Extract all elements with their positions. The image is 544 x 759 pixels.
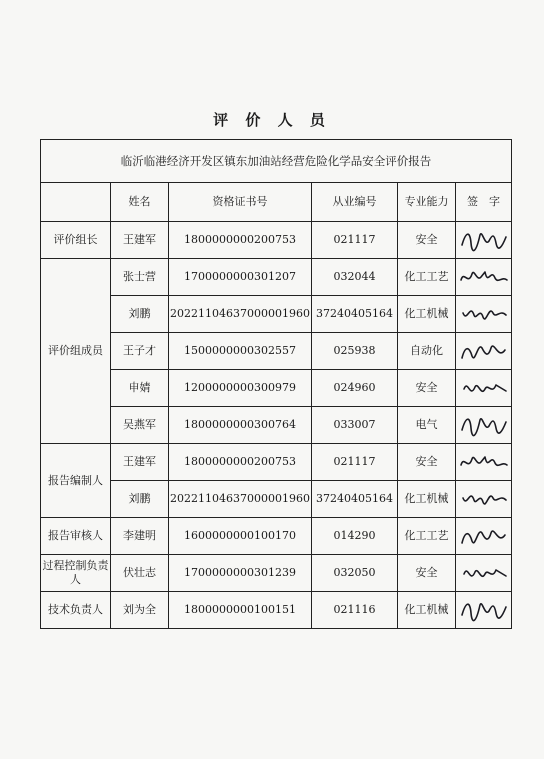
header-row [41,183,512,222]
evaluator-table [40,139,512,629]
name-cell: 伏壮志 [111,555,169,592]
emp-no-cell: 032044 [312,259,398,296]
emp-no-cell: 032050 [312,555,398,592]
skill-cell: 安全 [398,555,456,592]
table-row [41,407,512,444]
project-row [41,140,512,183]
name-cell: 申婧 [111,370,169,407]
header-skill: 专业能力 [398,183,456,222]
signature-cell [456,370,512,407]
table-row [41,259,512,296]
table-row [41,333,512,370]
emp-no-cell: 033007 [312,407,398,444]
handwritten-signature [458,410,510,440]
role-label: 评价组成员 [41,259,111,444]
skill-cell: 安全 [398,222,456,259]
name-cell: 刘为全 [111,592,169,629]
signature-cell [456,222,512,259]
cert-cell: 1200000000300979 [169,370,312,407]
header-cert: 资格证书号 [169,183,312,222]
handwritten-signature [458,595,510,625]
handwritten-signature [458,262,510,292]
signature-cell [456,481,512,518]
emp-no-cell: 014290 [312,518,398,555]
signature-cell [456,407,512,444]
signature-cell [456,555,512,592]
table-row [41,481,512,518]
name-cell: 王建军 [111,444,169,481]
skill-cell: 自动化 [398,333,456,370]
table-row [41,592,512,629]
signature-cell [456,518,512,555]
cert-cell: 1800000000200753 [169,222,312,259]
role-label: 技术负责人 [41,592,111,629]
header-name: 姓名 [111,183,169,222]
table-row [41,518,512,555]
skill-cell: 化工机械 [398,592,456,629]
emp-no-cell: 021117 [312,222,398,259]
emp-no-cell: 021116 [312,592,398,629]
table-row [41,555,512,592]
emp-no-cell: 024960 [312,370,398,407]
handwritten-signature [458,336,510,366]
page-title: 评 价 人 员 [213,111,331,129]
emp-no-cell: 021117 [312,444,398,481]
cert-cell: 20221104637000001960 [169,296,312,333]
skill-cell: 化工机械 [398,296,456,333]
emp-no-cell: 37240405164 [312,296,398,333]
name-cell: 李建明 [111,518,169,555]
handwritten-signature [458,521,510,551]
skill-cell: 化工工艺 [398,259,456,296]
handwritten-signature [458,373,510,403]
skill-cell: 安全 [398,444,456,481]
skill-cell: 化工工艺 [398,518,456,555]
header-signature: 签 字 [456,183,512,222]
handwritten-signature [458,225,510,255]
header-cell-blank [41,183,111,222]
emp-no-cell: 025938 [312,333,398,370]
emp-no-cell: 37240405164 [312,481,398,518]
role-label: 报告编制人 [41,444,111,518]
signature-cell [456,296,512,333]
handwritten-signature [458,484,510,514]
signature-cell [456,592,512,629]
name-cell: 张士营 [111,259,169,296]
skill-cell: 安全 [398,370,456,407]
signature-cell [456,259,512,296]
role-label: 报告审核人 [41,518,111,555]
name-cell: 刘鹏 [111,296,169,333]
signature-cell [456,333,512,370]
name-cell: 王子才 [111,333,169,370]
skill-cell: 化工机械 [398,481,456,518]
name-cell: 刘鹏 [111,481,169,518]
cert-cell: 20221104637000001960 [169,481,312,518]
cert-cell: 1500000000302557 [169,333,312,370]
signature-cell [456,444,512,481]
header-emp-no: 从业编号 [312,183,398,222]
table-row [41,370,512,407]
cert-cell: 1600000000100170 [169,518,312,555]
name-cell: 吴燕军 [111,407,169,444]
handwritten-signature [458,299,510,329]
table-row [41,444,512,481]
role-label: 评价组长 [41,222,111,259]
cert-cell: 1700000000301239 [169,555,312,592]
name-cell: 王建军 [111,222,169,259]
cert-cell: 1700000000301207 [169,259,312,296]
cert-cell: 1800000000300764 [169,407,312,444]
cert-cell: 1800000000200753 [169,444,312,481]
role-label: 过程控制负责人 [41,555,111,592]
table-row [41,222,512,259]
project-title: 临沂临港经济开发区镇东加油站经营危险化学品安全评价报告 [41,140,512,183]
handwritten-signature [458,447,510,477]
handwritten-signature [458,558,510,588]
skill-cell: 电气 [398,407,456,444]
table-row [41,296,512,333]
cert-cell: 1800000000100151 [169,592,312,629]
